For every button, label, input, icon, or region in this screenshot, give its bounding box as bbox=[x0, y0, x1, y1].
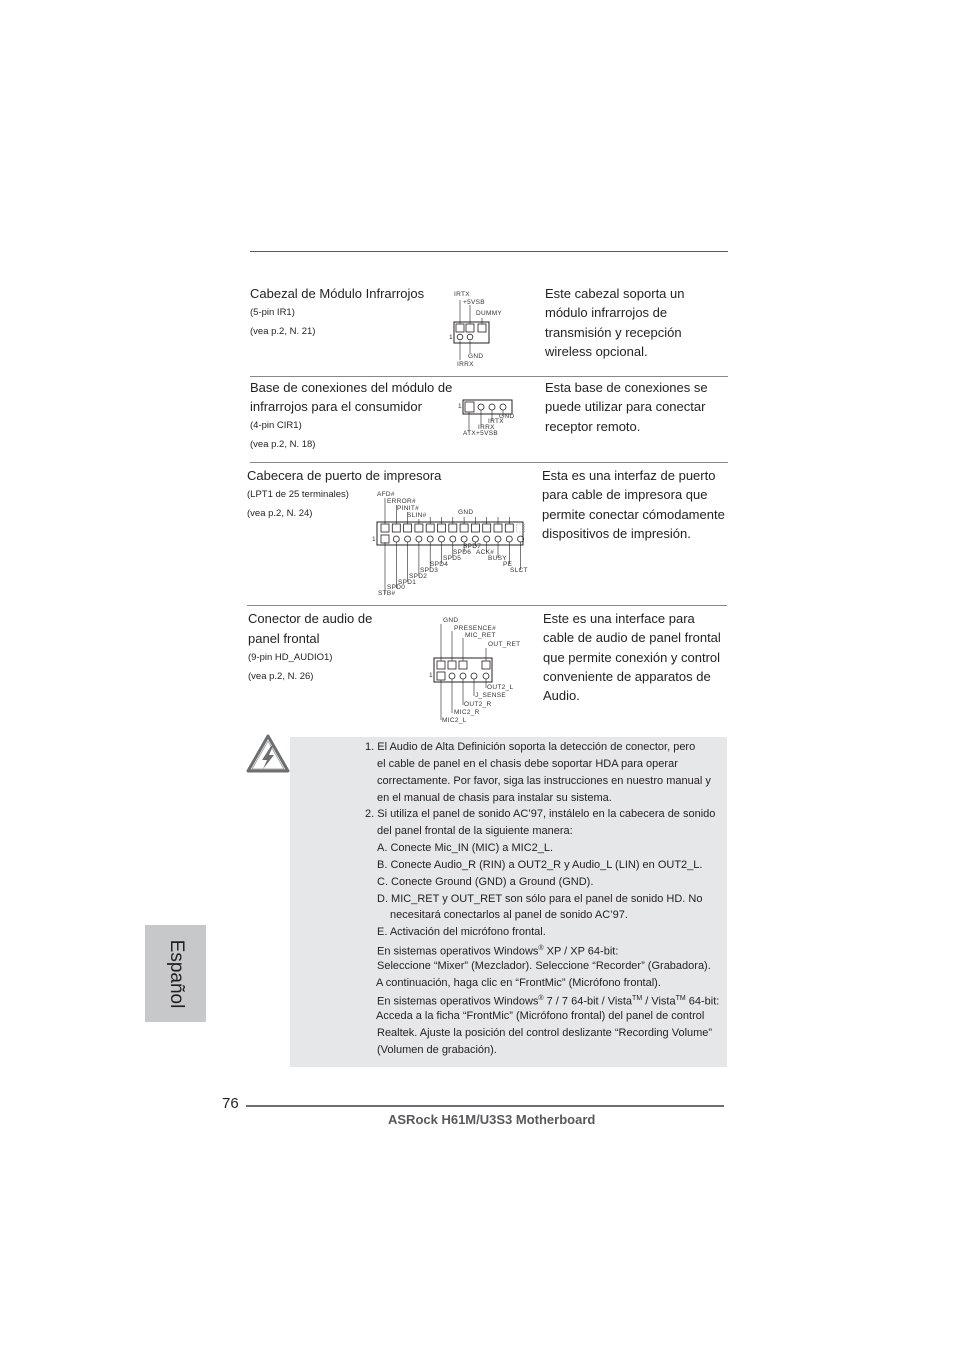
trademark-mark: TM bbox=[675, 995, 686, 1002]
pin-label: SPD6 bbox=[453, 549, 472, 556]
pin-label: J_SENSE bbox=[475, 692, 507, 699]
pin-label: PRESENCE# bbox=[454, 625, 497, 632]
pin-label: SPD3 bbox=[420, 567, 439, 574]
pin-label: ERROR# bbox=[387, 498, 416, 505]
desc-line: que permite conexión y control bbox=[543, 649, 721, 665]
note-line: B. Conecte Audio_R (RIN) a OUT2_R y Audio_L (LIN) en OUT2_L. bbox=[377, 859, 703, 871]
pin-info: (9-pin HD_AUDIO1) bbox=[248, 652, 333, 663]
pin-label: ACK# bbox=[476, 549, 495, 556]
footer-rule bbox=[246, 1105, 724, 1107]
note-line: 1. El Audio de Alta Definición soporta la detección de conector, pero bbox=[365, 741, 696, 753]
note-line: en el manual de chasis para instalar su sistema. bbox=[377, 792, 612, 804]
desc-line: puede utilizar para conectar bbox=[545, 399, 706, 415]
desc-line: módulo infrarrojos de bbox=[545, 305, 668, 321]
warning-icon bbox=[246, 734, 290, 774]
language-label: Español bbox=[165, 939, 187, 1008]
title-line: Base de conexiones del módulo de bbox=[250, 380, 453, 395]
registered-mark: ® bbox=[538, 945, 544, 952]
section-description bbox=[545, 378, 708, 436]
desc-line: permite conectar cómodamente bbox=[542, 506, 725, 522]
pin-label: IRRX bbox=[478, 424, 495, 431]
section-title bbox=[250, 378, 452, 416]
desc-line: receptor remoto. bbox=[545, 418, 641, 434]
pin-label: SPD1 bbox=[398, 579, 417, 586]
desc-line: dispositivos de impresión. bbox=[542, 525, 691, 541]
section-title: Cabezal de Módulo Infrarrojos bbox=[250, 286, 425, 301]
pin-label: 1 bbox=[449, 334, 453, 341]
pin-label: SPD4 bbox=[430, 561, 449, 568]
pin-label: OUT2_R bbox=[464, 701, 492, 708]
note-text: 7 / 7 64-bit / Vista bbox=[543, 995, 633, 1008]
pin-label: MIC_RET bbox=[465, 632, 496, 639]
pin-label: 1 bbox=[372, 536, 376, 543]
pin-label: SLCT bbox=[510, 567, 528, 574]
title-line: panel frontal bbox=[248, 630, 320, 646]
ir-pin-drawing bbox=[440, 288, 530, 370]
desc-line: para cable de impresora que bbox=[542, 487, 708, 503]
desc-line: transmisión y recepción bbox=[545, 324, 682, 340]
note-text: En sistemas operativos Windows bbox=[377, 995, 539, 1008]
pin-info: (4-pin CIR1) bbox=[250, 420, 302, 431]
pin-label: 1 bbox=[429, 672, 433, 679]
pin-info: (LPT1 de 25 terminales) bbox=[247, 489, 349, 500]
note-line: D. MIC_RET y OUT_RET son sólo para el panel de sonido HD. No bbox=[377, 893, 703, 905]
section-description bbox=[545, 284, 684, 361]
page-ref: (vea p.2, N. 24) bbox=[247, 508, 313, 519]
note-line: del panel frontal de la siguiente manera: bbox=[377, 825, 573, 837]
section-divider bbox=[250, 462, 728, 463]
section-divider bbox=[247, 605, 727, 606]
note-line: Acceda a la ficha “FrontMic” (Micrófono frontal) del panel de control bbox=[376, 1010, 705, 1022]
pin-label: 1 bbox=[458, 403, 462, 410]
note-line: A. Conecte Mic_IN (MIC) a MIC2_L. bbox=[377, 842, 554, 854]
section-description bbox=[543, 609, 721, 705]
pin-label: MIC2_R bbox=[454, 709, 480, 716]
note-text: / Vista bbox=[642, 995, 676, 1008]
note-line: Realtek. Ajuste la posición del control deslizante “Recording Volume” bbox=[377, 1027, 713, 1039]
pin-label: AFD# bbox=[377, 491, 395, 498]
note-line: A continuación, haga clic en “FrontMic” (Micrófono frontal). bbox=[376, 977, 661, 989]
footer-title: ASRock H61M/U3S3 Motherboard bbox=[388, 1112, 596, 1127]
pin-label: OUT2_L bbox=[487, 684, 514, 691]
pin-label: SPD0 bbox=[387, 584, 406, 591]
pin-label: SPD7 bbox=[463, 543, 482, 550]
top-rule bbox=[250, 251, 728, 252]
note-line: 2. Si utiliza el panel de sonido AC’97, instálelo en la cabecera de sonido bbox=[365, 808, 716, 820]
ir-header-diagram bbox=[440, 288, 530, 370]
pin-label: BUSY bbox=[488, 555, 507, 562]
pin-label: GND bbox=[468, 353, 484, 360]
desc-line: Este es una interface para bbox=[543, 611, 695, 626]
pin-label: STB# bbox=[378, 590, 396, 597]
pin-info: (5-pin IR1) bbox=[250, 307, 295, 318]
note-line: E. Activación del micrófono frontal. bbox=[377, 926, 546, 938]
pin-label: OUT_RET bbox=[488, 641, 521, 648]
note-text: En sistemas operativos Windows bbox=[377, 945, 539, 958]
note-line: C. Conecte Ground (GND) a Ground (GND). bbox=[377, 876, 594, 888]
page-number: 76 bbox=[222, 1095, 239, 1112]
desc-line: Esta es una interfaz de puerto bbox=[542, 468, 716, 483]
note-line: (Volumen de grabación). bbox=[377, 1044, 497, 1056]
note-line: Seleccione “Mixer” (Mezclador). Seleccione “Recorder” (Grabadora). bbox=[377, 960, 711, 972]
pin-label: PE bbox=[503, 561, 513, 568]
pin-label: +5VSB bbox=[463, 299, 485, 306]
hd-audio-header-diagram bbox=[425, 614, 535, 729]
pin-label: GND bbox=[458, 509, 474, 516]
pin-label: IRTX bbox=[488, 418, 504, 425]
desc-line: conveniente de apparatos de bbox=[543, 668, 711, 684]
section-divider bbox=[250, 376, 728, 377]
language-tab bbox=[145, 925, 206, 1022]
section-description bbox=[542, 466, 725, 543]
desc-line: Audio. bbox=[543, 688, 580, 704]
note-text: 64-bit: bbox=[685, 995, 720, 1008]
section-title: Cabecera de puerto de impresora bbox=[247, 468, 442, 483]
pin-label: IRTX bbox=[454, 291, 470, 298]
page-ref: (vea p.2, N. 18) bbox=[250, 439, 316, 450]
title-line: Conector de audio de bbox=[248, 611, 373, 626]
note-line: necesitará conectarlos al panel de sonido AC’97. bbox=[390, 909, 628, 921]
pin-label: GND bbox=[443, 617, 459, 624]
note-line: correctamente. Por favor, siga las instrucciones en nuestro manual y bbox=[377, 775, 711, 787]
note-line: el cable de panel en el chasis debe soportar HDA para operar bbox=[377, 758, 678, 770]
lpt-header-diagram bbox=[370, 488, 530, 600]
pin-label: MIC2_L bbox=[442, 717, 467, 724]
cir-header-diagram bbox=[455, 395, 530, 440]
desc-line: cable de audio de panel frontal bbox=[543, 630, 721, 646]
desc-line: Esta base de conexiones se bbox=[545, 380, 708, 395]
note-box bbox=[290, 737, 727, 1067]
pin-label: DUMMY bbox=[476, 310, 503, 317]
pin-label: ATX+5VSB bbox=[463, 430, 498, 437]
pin-label: GND bbox=[499, 413, 515, 420]
pin-label: IRRX bbox=[457, 361, 474, 368]
title-line: infrarrojos para el consumidor bbox=[250, 399, 422, 414]
note-text: XP / XP 64-bit: bbox=[543, 945, 619, 958]
desc-line: Este cabezal soporta un bbox=[545, 286, 685, 301]
trademark-mark: TM bbox=[632, 995, 643, 1002]
page-ref: (vea p.2, N. 21) bbox=[250, 326, 316, 337]
pin-label: PINIT# bbox=[397, 505, 420, 512]
desc-line: wireless opcional. bbox=[545, 343, 648, 359]
registered-mark: ® bbox=[538, 995, 544, 1002]
section-title bbox=[248, 609, 372, 648]
page-ref: (vea p.2, N. 26) bbox=[248, 671, 314, 682]
pin-label: SLIN# bbox=[407, 512, 427, 519]
pin-label: SPD5 bbox=[443, 555, 462, 562]
pin-label: SPD2 bbox=[409, 573, 428, 580]
